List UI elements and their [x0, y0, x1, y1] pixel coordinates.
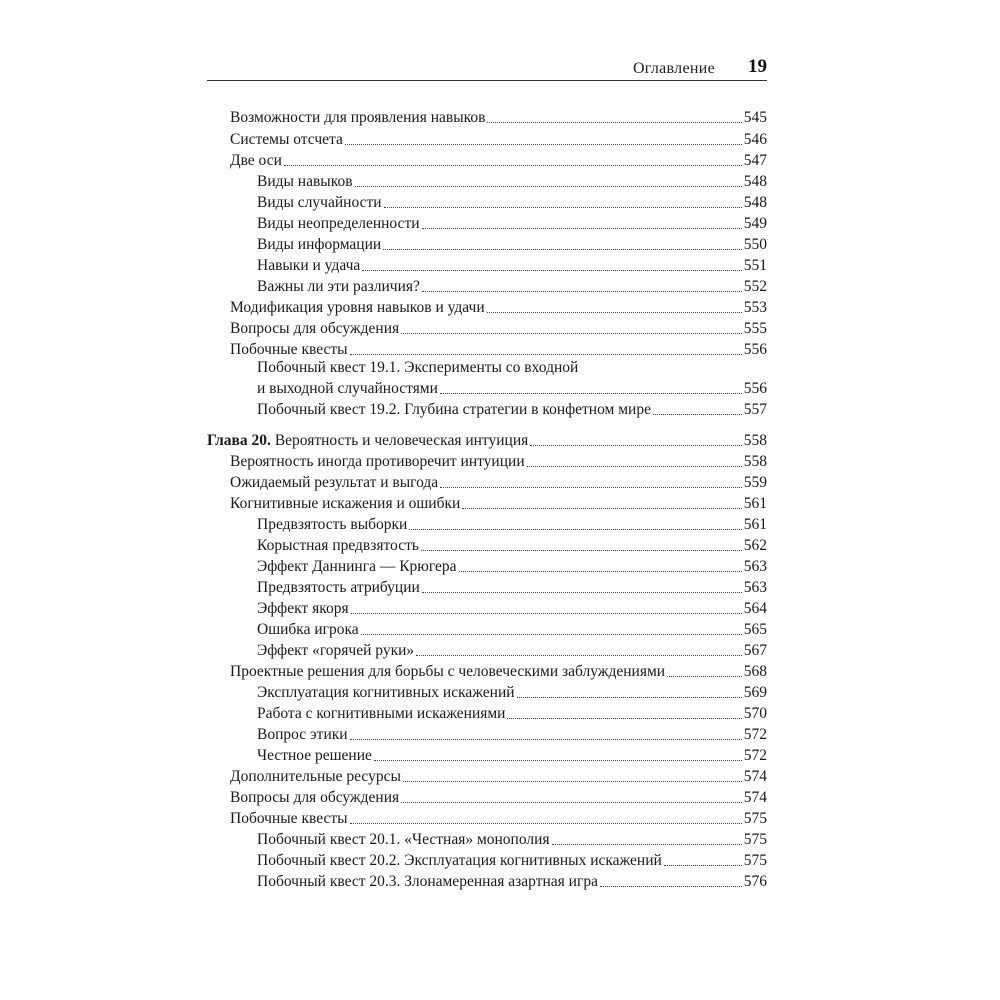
toc-entry-page: 574 [743, 768, 767, 785]
toc-leader-dots [664, 864, 742, 866]
toc-leader-dots [653, 413, 742, 415]
toc-entry-title: Работа с когнитивными искажениями [257, 705, 506, 722]
toc-entry [230, 106, 767, 128]
toc-entry-title: Предвзятость атрибуции [257, 579, 420, 596]
toc-entry-title: Виды неопределенности [257, 215, 420, 232]
toc-entry-page: 572 [743, 747, 767, 764]
header-page-number: 19 [748, 56, 767, 77]
toc-subentry [257, 702, 767, 724]
toc-entry-page: 567 [743, 642, 767, 659]
toc-entry-page: 576 [743, 873, 767, 890]
toc-leader-dots [667, 675, 742, 677]
running-header [207, 56, 767, 81]
toc-entry-title: Важны ли эти различия? [257, 278, 420, 295]
toc-entry-title: Эффект Даннинга — Крюгера [257, 558, 457, 575]
toc-leader-dots [440, 486, 742, 488]
toc-subentry [257, 828, 767, 850]
toc-entry-page: 561 [743, 516, 767, 533]
toc-entry-page: 558 [743, 453, 767, 470]
toc-leader-dots [530, 444, 741, 446]
toc-leader-dots [462, 507, 741, 509]
toc-leader-dots [527, 465, 742, 467]
toc-subentry [257, 744, 767, 766]
toc-entry-title: Вопросы для обсуждения [230, 789, 400, 806]
toc-entry-page: 556 [743, 380, 767, 397]
toc-entry [230, 807, 767, 829]
toc-entry-title: Навыки и удача [257, 257, 361, 274]
toc-entry-page: 572 [743, 726, 767, 743]
toc-entry-page: 545 [743, 109, 767, 126]
toc-entry-page: 564 [743, 600, 767, 617]
toc-subentry [257, 170, 767, 192]
toc-subentry [257, 639, 767, 661]
toc-entry-title: Вероятность иногда противоречит интуиции [230, 453, 525, 470]
toc-entry-title: Виды информации [257, 236, 382, 253]
toc-entry [230, 471, 767, 493]
toc-leader-dots [422, 591, 742, 593]
toc-leader-dots [374, 759, 742, 761]
toc-subentry [257, 534, 767, 556]
toc-entry-page: 562 [743, 537, 767, 554]
toc-entry-page: 558 [743, 432, 767, 449]
toc-entry-page: 574 [743, 789, 767, 806]
toc-entry-title: Эксплуатация когнитивных искажений [257, 684, 515, 701]
toc-subentry [257, 513, 767, 535]
toc-entry-title: Проектные решения для борьбы с человеческими заблуждениями [230, 663, 666, 680]
toc-entry-page: 548 [743, 173, 767, 190]
toc-entry-page: 575 [743, 831, 767, 848]
toc-entry-title: Системы отсчета [230, 131, 343, 148]
toc-entry-page: 551 [743, 257, 767, 274]
toc-entry-title: Когнитивные искажения и ошибки [230, 495, 461, 512]
toc-entry-title: Вопрос этики [257, 726, 348, 743]
toc-entry [230, 450, 767, 472]
toc-entry-title: Вопросы для обсуждения [230, 320, 400, 337]
toc-entry [230, 786, 767, 808]
toc-entry [230, 338, 767, 360]
toc-leader-dots [350, 353, 742, 355]
toc-entry-page: 555 [743, 320, 767, 337]
toc-entry-page: 561 [743, 495, 767, 512]
toc-subentry [257, 191, 767, 213]
toc-leader-dots [421, 549, 742, 551]
toc-entry-title: Эффект якоря [257, 600, 349, 617]
toc-leader-dots [361, 633, 742, 635]
toc-entry-page: 568 [743, 663, 767, 680]
header-title: Оглавление [632, 60, 715, 77]
toc-entry-title: Предвзятость выборки [257, 516, 408, 533]
toc-entry [230, 492, 767, 514]
toc-entry-title: и выходной случайностями [257, 380, 438, 397]
toc-subentry [257, 254, 767, 276]
toc-leader-dots [459, 570, 742, 572]
toc-entry-title: Побочный квест 20.2. Эксплуатация когнитивных искажений [257, 852, 662, 869]
toc-leader-dots [351, 612, 742, 614]
toc-subentry [257, 555, 767, 577]
toc-entry-title: Виды случайности [257, 194, 382, 211]
toc-leader-dots [284, 164, 742, 166]
toc-entry [230, 660, 767, 682]
toc-entry-title: Эффект «горячей руки» [257, 642, 415, 659]
toc-leader-dots [409, 528, 741, 530]
toc-entry-title: Возможности для проявления навыков [230, 109, 486, 126]
toc-leader-dots [487, 311, 742, 313]
toc-subentry [257, 870, 767, 892]
toc-entry-page: 553 [743, 299, 767, 316]
toc-entry [230, 765, 767, 787]
toc-chapter [207, 429, 767, 451]
toc-entry-page: 550 [743, 236, 767, 253]
toc-subentry [257, 275, 767, 297]
toc-entry-title: Честное решение [257, 747, 372, 764]
toc-entry-title: Побочный квест 20.3. Злонамеренная азартная игра [257, 873, 598, 890]
toc-entry-page: 575 [743, 810, 767, 827]
toc-entry-page: 575 [743, 852, 767, 869]
toc-entry-title: Дополнительные ресурсы [230, 768, 401, 785]
toc-entry-title: Побочные квесты [230, 810, 348, 827]
toc-leader-dots [422, 290, 742, 292]
chapter-number: Глава 20. [207, 432, 271, 449]
toc-entry-page: 547 [743, 152, 767, 169]
toc-leader-dots [416, 654, 742, 656]
toc-entry [230, 149, 767, 171]
toc-leader-dots [350, 822, 742, 824]
toc-entry-title: Виды навыков [257, 173, 353, 190]
toc-entry-page: 549 [743, 215, 767, 232]
toc-entry-page: 557 [743, 401, 767, 418]
toc-leader-dots [345, 143, 742, 145]
toc-leader-dots [517, 696, 742, 698]
toc-leader-dots [600, 885, 742, 887]
toc-subentry [257, 377, 767, 399]
toc-entry-page: 556 [743, 341, 767, 358]
toc-subentry [257, 723, 767, 745]
toc-entry-page: 546 [743, 131, 767, 148]
toc-leader-dots [384, 206, 742, 208]
toc-leader-dots [422, 227, 742, 229]
toc-leader-dots [401, 332, 742, 334]
toc-leader-dots [401, 801, 742, 803]
toc-entry-page: 552 [743, 278, 767, 295]
toc-entry-title: Ожидаемый результат и выгода [230, 474, 439, 491]
toc-subentry [257, 681, 767, 703]
toc-leader-dots [383, 248, 742, 250]
toc-subentry-first-line: Побочный квест 19.1. Эксперименты со входной [257, 359, 579, 376]
toc-entry-title: Модификация уровня навыков и удачи [230, 299, 485, 316]
toc-subentry [257, 398, 767, 420]
toc-leader-dots [355, 185, 742, 187]
toc-entry-page: 563 [743, 579, 767, 596]
toc-entry-title: Побочный квест 20.1. «Честная» монополия [257, 831, 550, 848]
toc-subentry [257, 618, 767, 640]
toc-entry [230, 296, 767, 318]
chapter-name: Вероятность и человеческая интуиция [270, 432, 529, 449]
toc-leader-dots [440, 392, 742, 394]
toc-subentry [257, 849, 767, 871]
toc-subentry [257, 597, 767, 619]
toc-entry-page: 565 [743, 621, 767, 638]
toc-leader-dots [362, 269, 741, 271]
toc-entry-page: 570 [743, 705, 767, 722]
toc-leader-dots [403, 780, 742, 782]
toc-entry-page: 559 [743, 474, 767, 491]
toc-subentry [257, 212, 767, 234]
toc-entry-title: Ошибка игрока [257, 621, 359, 638]
toc-entry-page: 548 [743, 194, 767, 211]
toc-entry [230, 317, 767, 339]
toc-entry-page: 569 [743, 684, 767, 701]
toc-chapter-title [207, 431, 528, 451]
toc-leader-dots [507, 717, 741, 719]
toc-entry [230, 128, 767, 150]
toc-leader-dots [350, 738, 742, 740]
toc-leader-dots [487, 121, 741, 123]
toc-entry-title: Побочные квесты [230, 341, 348, 358]
toc-subentry [257, 233, 767, 255]
toc-entry-title: Корыстная предвзятость [257, 537, 419, 554]
toc-entry-title: Побочный квест 19.2. Глубина стратегии в конфетном мире [257, 401, 651, 418]
toc-subentry [257, 576, 767, 598]
toc-entry-page: 563 [743, 558, 767, 575]
toc-entry-title: Две оси [230, 152, 282, 169]
toc-leader-dots [552, 843, 742, 845]
